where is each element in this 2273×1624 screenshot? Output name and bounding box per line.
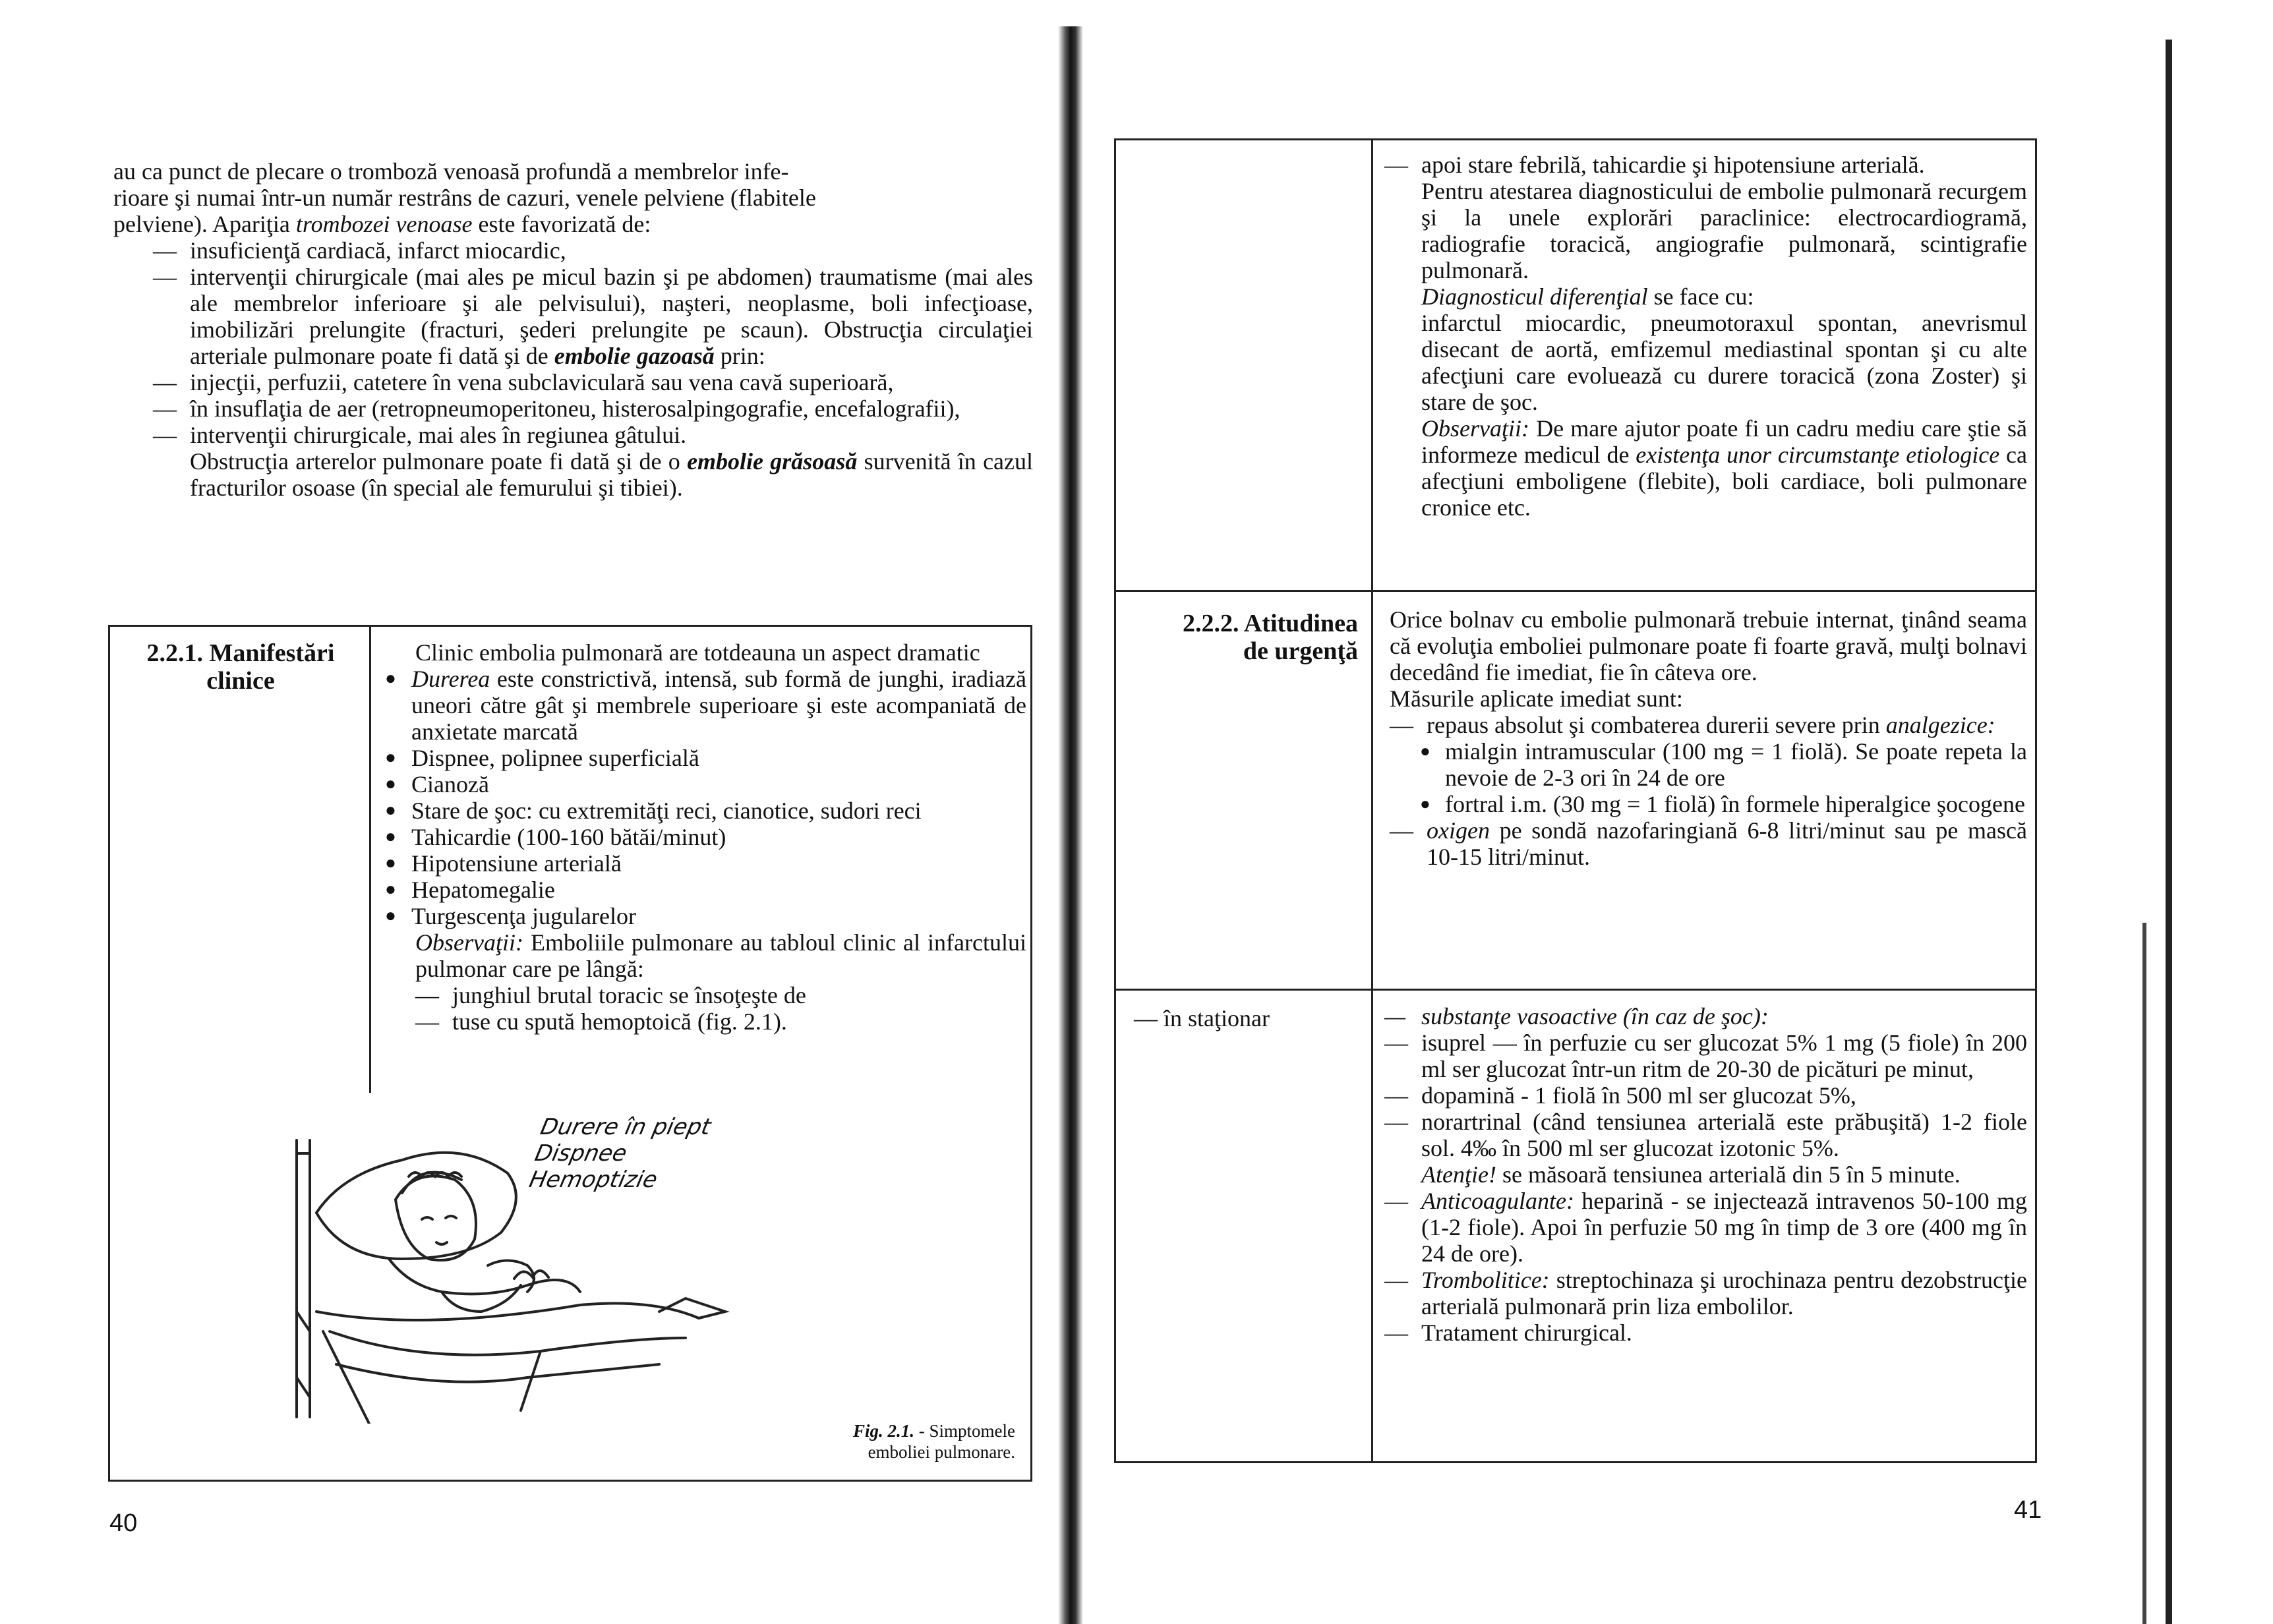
obs-label: Observaţii:: [1421, 415, 1529, 442]
section-heading-2-2-2: [1134, 610, 1358, 665]
intro-tail: este favorizată de:: [472, 211, 651, 237]
thrombolytic-item: [1384, 1267, 2027, 1320]
vasoactive-item: — dopamină - 1 fiolă în 500 ml ser glucozat 5%,: [1384, 1082, 2027, 1109]
pain-italic: Durerea: [411, 666, 490, 692]
anticoag-tail: heparină - se injectează intravenos 50-100 mg (1-2 fiole). Apoi în perfuzie 50 mg în timp de 3 ore (400 mg în 24 de ore).: [1421, 1188, 2027, 1267]
oxygen-item: [1390, 817, 2027, 870]
row-divider: [1114, 989, 2037, 991]
obs-tail: ca afecţiuni emboligene (flebite), boli cardiace, boli pulmonare cronice etc.: [1421, 442, 2027, 521]
anticoagulant-item: [1384, 1188, 2027, 1267]
fat-italic: embolie grăsoasă: [687, 448, 858, 475]
favor-item: — insuficienţă cardiacă, infarct miocardic,: [153, 237, 1033, 264]
page-edge-shadow-lower: [2142, 923, 2146, 1624]
symptom-item: ● Hipotensiune arterială: [384, 850, 1026, 877]
diff-italic: Diagnosticul diferenţial: [1421, 283, 1648, 310]
gas-italic: embolie gazoasă: [554, 343, 715, 369]
favor-item: [153, 264, 1033, 369]
attention-tail: se măsoară tensiunea arterială din 5 în 5 minute.: [1496, 1161, 1961, 1188]
observations: [384, 929, 1026, 982]
symptom-item: ● Turgescenţa jugularelor: [384, 903, 1026, 929]
intro-italic: trombozei venoase: [295, 211, 473, 237]
caption-label: Fig. 2.1.: [853, 1421, 915, 1441]
page-edge-shadow: [2166, 40, 2172, 1624]
stationary-label: — în staţionar: [1134, 1005, 1270, 1031]
gas-tail: prin:: [714, 343, 765, 369]
differential: [1384, 283, 2027, 310]
trombo-italic: Trombolitice:: [1421, 1267, 1550, 1293]
diagnosis-text: Pentru atestarea diagnosticului de embolie pulmonară recurgem şi la unele explorări paraclinice: electrocardiogramă, radiografie toracică, angiografie pulmonară, scintigrafie pulmonară.: [1421, 178, 2027, 283]
hand-label: Dispnee: [532, 1140, 630, 1167]
analgesic-item: ● fortral i.m. (30 mg = 1 fiolă) în formele hiperalgice şocogene: [1416, 791, 2027, 817]
vasoactive-item: — norartrinal (când tensiunea arterială este prăbuşită) 1-2 fiole sol. 4‰ în 500 ml ser glucozat izotonic 5%.: [1384, 1109, 2027, 1161]
vasoactive-head: — substanţe vasoactive (în caz de şoc):: [1384, 1003, 2027, 1030]
urgency-text: Orice bolnav cu embolie pulmonară trebuie internat, ţinând seama că evoluţia emboliei pulmonare poate fi foarte gravă, mulţi bolnavi decedând fie imediat, fie în câteva ore.: [1390, 606, 2027, 685]
rest-pre: repaus absolut şi combaterea durerii severe prin: [1427, 712, 1886, 738]
figure-hand-labels: [527, 1114, 713, 1193]
page-number-left: 40: [109, 1509, 138, 1537]
symptom-item: [384, 666, 1026, 745]
left-intro-paragraph: [113, 158, 1033, 237]
gas-item: — intervenţii chirurgicale, mai ales în regiunea gâtului.: [153, 422, 1033, 448]
fat-pre: Obstrucţia arterelor pulmonare poate fi dată şi de o: [190, 448, 688, 475]
attention-note: [1384, 1161, 2027, 1188]
favor-item-text: intervenţii chirurgicale (mai ales pe micul bazin şi pe abdomen) traumatisme (mai ales ale membrelor inferioare şi ale pelvisului), naşteri, neoplasme, boli infecţioase, imobilizări prelungite (fracturi, şederi prelungite pe scaun). Obstrucţia circulaţiei arteriale pulmonare poate fi dată şi de: [190, 264, 1033, 369]
caption-line: emboliei pulmonare.: [868, 1442, 1015, 1462]
measures-head: Măsurile aplicate imediat sunt:: [1390, 685, 1683, 712]
obs-text: Emboliile pulmonare au tabloul clinic al infarctului pulmonar care pe lângă:: [415, 929, 1026, 982]
rest-item: [1390, 712, 2027, 738]
caption-text: - Simptomele: [914, 1421, 1015, 1441]
figure-caption: [725, 1420, 1015, 1463]
symptom-item: ● Tahicardie (100-160 bătăi/minut): [384, 824, 1026, 850]
section-heading-2-2-1: [125, 639, 356, 695]
fat-embolism-text: [153, 448, 1033, 501]
obs-label: Observaţii:: [415, 929, 523, 956]
diff-tail: se face cu:: [1647, 283, 1754, 310]
obs-italic: existenţa unor circumstanţe etiologice: [1636, 442, 2000, 468]
stationary-cell: [1384, 1003, 2027, 1346]
pain-tail: este constrictivă, intensă, sub formă de junghi, iradiază uneori către gât şi membrele superioare şi este acompaniată de anxietate marcată: [411, 666, 1026, 745]
rest-italic: analgezice:: [1885, 712, 1995, 738]
clinical-description: [384, 639, 1026, 1035]
diagnosis-cell: [1384, 152, 2027, 521]
intro-line: pelviene). Apariţia: [113, 211, 296, 237]
analgesic-item: ● mialgin intramuscular (100 mg = 1 fiolă). Se poate repeta la nevoie de 2-3 ori în 24 de ore: [1416, 738, 2027, 791]
heading-line: clinice: [206, 667, 275, 695]
symptom-item: ● Stare de şoc: cu extremităţi reci, cianotice, sudori reci: [384, 798, 1026, 824]
book-gutter: [1058, 26, 1083, 1624]
symptom-item: ● Dispnee, polipnee superficială: [384, 745, 1026, 771]
favor-list: [153, 237, 1033, 501]
oxy-italic: oxigen: [1427, 817, 1490, 844]
surgery-item: — Tratament chirurgical.: [1384, 1320, 2027, 1346]
trombo-tail: streptochinaza şi urochinaza pentru dezobstrucţie arterială pulmonară prin liza embolilor.: [1421, 1267, 2027, 1320]
heading-line: de urgenţă: [1243, 637, 1358, 665]
symptom-item: ● Cianoză: [384, 771, 1026, 798]
heading-line: 2.2.1. Manifestări: [146, 639, 335, 667]
symptom-list: [384, 666, 1026, 929]
obs-pre: De mare ajutor poate fi un cadru mediu care ştie să informeze medicul de: [1421, 415, 2027, 468]
table-divider: [1371, 138, 1373, 1463]
gas-item: — injecţii, perfuzii, catetere în vena subclaviculară sau vena cavă superioară,: [153, 369, 1033, 395]
oxy-tail: pe sondă nazofaringiană 6-8 litri/minut sau pe mască 10-15 litri/minut.: [1427, 817, 2027, 870]
clinic-intro: Clinic embolia pulmonară are totdeauna un aspect dramatic: [415, 639, 980, 666]
vasoactive-item: — isuprel — în perfuzie cu ser glucozat 5% 1 mg (5 fiole) în 200 ml ser glucozat într-un ritm de 20-30 de picături pe minut,: [1384, 1030, 2027, 1082]
table-divider: [369, 625, 371, 1093]
hand-label: Durere în piept: [538, 1114, 713, 1140]
row-divider: [1114, 590, 2037, 592]
obs-item: — tuse cu spută hemoptoică (fig. 2.1).: [415, 1008, 1026, 1035]
fever-line: — apoi stare febrilă, tahicardie şi hipotensiune arterială.: [1384, 152, 2027, 178]
heading-line: 2.2.2. Atitudinea: [1182, 610, 1358, 637]
obs-item: — junghiul brutal toracic se însoţeşte de: [415, 982, 1026, 1008]
fat-tail: survenită în cazul fracturilor osoase (în special ale femurului şi tibiei).: [190, 448, 1034, 501]
attention-italic: Atenţie!: [1421, 1161, 1496, 1188]
anticoag-italic: Anticoagulante:: [1421, 1188, 1574, 1214]
gas-item: — în insuflaţia de aer (retropneumoperitoneu, histerosalpingografie, encefalografii),: [153, 395, 1033, 422]
intro-line: au ca punct de plecare o tromboză venoasă profundă a membrelor infe-: [113, 158, 789, 185]
differential-text: infarctul miocardic, pneumotoraxul spontan, anevrismul disecant de aortă, emfizemul mediastinal spontan şi cu alte afecţiuni care evoluează cu durere toracică (zona Zoster) şi stare de şoc.: [1421, 310, 2027, 415]
hand-label: Hemoptizie: [527, 1167, 660, 1193]
intro-line: rioare şi numai într-un număr restrâns de cazuri, venele pelviene (flabitele: [113, 185, 816, 211]
symptom-item: ● Hepatomegalie: [384, 877, 1026, 903]
observations-right: [1384, 415, 2027, 521]
page-number-right: 41: [2014, 1496, 2042, 1524]
urgency-cell: [1390, 606, 2027, 870]
